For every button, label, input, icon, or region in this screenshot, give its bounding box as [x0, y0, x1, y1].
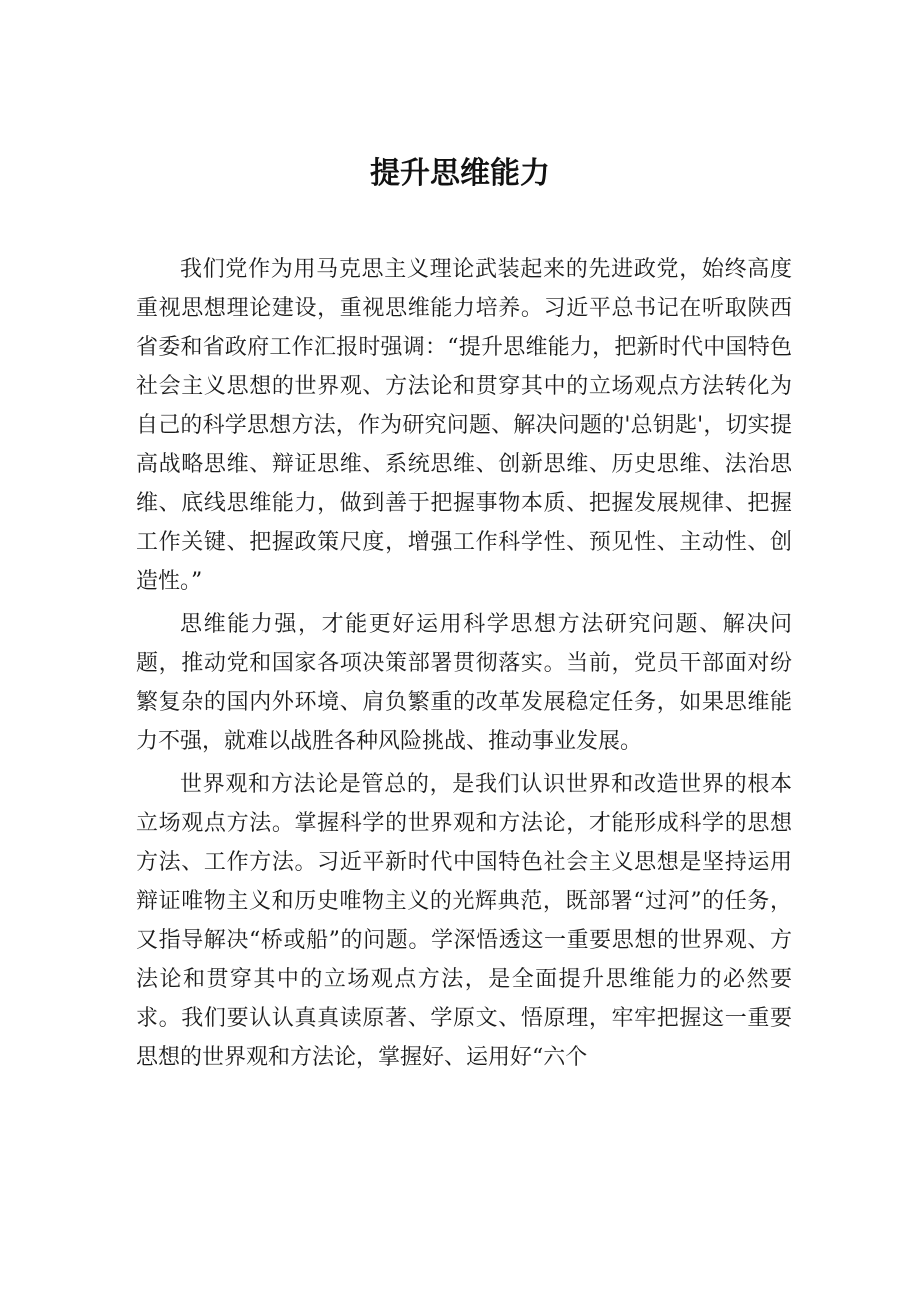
paragraph-1: 我们党作为用马克思主义理论武装起来的先进政党，始终高度重视思想理论建设，重视思维能力培养。习近平总书记在听取陕西省委和省政府工作汇报时强调：“提升思维能力，把新时代中国特色社会主义思想的世界观、方法论和贯穿其中的立场观点方法转化为自己的科学思想方法，作为研究问题、解决问题的'总钥匙'，切实提高战略思维、辩证思维、系统思维、创新思维、历史思维、法治思维、底线思维能力，做到善于把握事物本质、把握发展规律、把握工作关键、把握政策尺度，增强工作科学性、预见性、主动性、创造性。”: [136, 257, 792, 594]
document-title: 提升思维能力: [370, 156, 550, 191]
paragraph-3: 世界观和方法论是管总的，是我们认识世界和改造世界的根本立场观点方法。掌握科学的世界观和方法论，才能形成科学的思想方法、工作方法。习近平新时代中国特色社会主义思想是坚持运用辩证唯物主义和历史唯物主义的光辉典范，既部署“过河”的任务，又指导解决“桥或船”的问题。学深悟透这一重要思想的世界观、方法论和贯穿其中的立场观点方法，是全面提升思维能力的必然要求。我们要认认真真读原著、学原文、悟原理，牢牢把握这一重要思想的世界观和方法论，掌握好、运用好“六个: [136, 772, 792, 1070]
paragraph-2: 思维能力强，才能更好运用科学思想方法研究问题、解决问题，推动党和国家各项决策部署贯彻落实。当前，党员干部面对纷繁复杂的国内外环境、肩负繁重的改革发展稳定任务，如果思维能力不强，就难以战胜各种风险挑战、推动事业发展。: [136, 612, 792, 754]
document-body: [136, 250, 792, 1081]
